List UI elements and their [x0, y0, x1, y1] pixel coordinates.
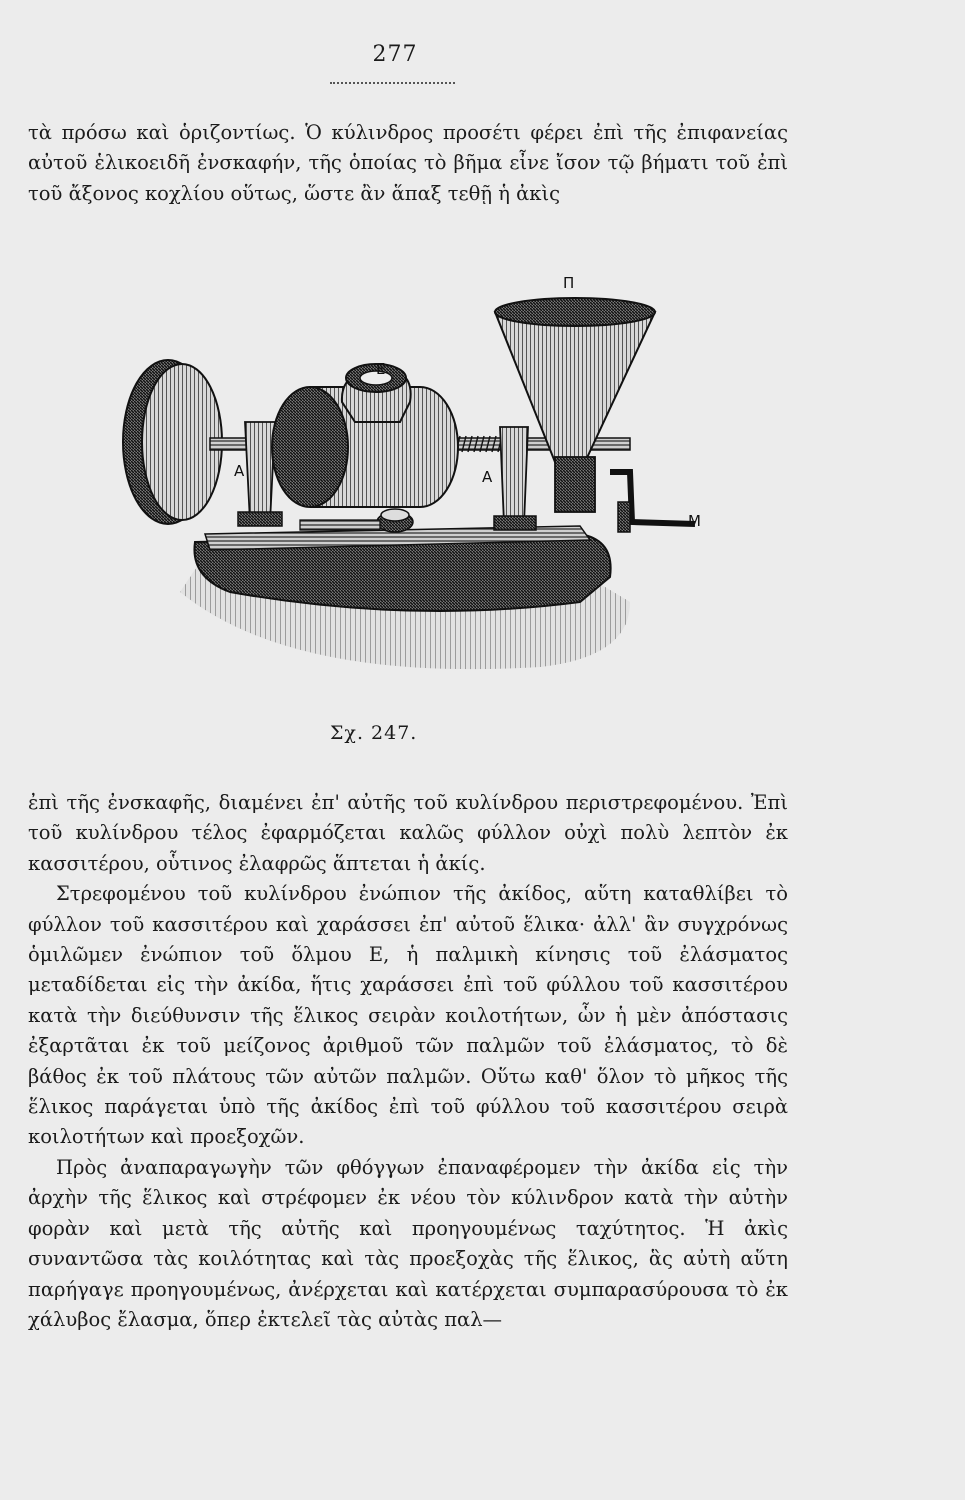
page-number: 277	[372, 42, 418, 67]
paragraph: Πρὸς ἀναπαραγωγὴν τῶν φθόγγων ἐπαναφέρομεν τὴν ἀκίδα εἰς τὴν ἀρχὴν τῆς ἕλικος καὶ στρέφομεν ἐκ νέου τὸν κύλινδρον κατὰ τὴν αὐτὴν φορὰν καὶ μετὰ τῆς αὐτῆς καὶ προηγουμένως ταχύτητος. Ἡ ἀκὶς συναντῶσα τὰς κοιλότητας καὶ τὰς προεξοχὰς τῆς ἕλικος, ἃς αὐτὴ αὕτη παρήγαγε προηγουμένως, ἀνέρχεται καὶ κατέρχεται συμπαρασύρουσα τὸ ἐκ χάλυβος ἔλασμα, ὅπερ ἐκτελεῖ τὰς αὐτὰς παλ—	[28, 1155, 788, 1331]
phonograph-illustration	[110, 272, 750, 702]
dotted-rule	[330, 82, 455, 84]
label-funnel-p: Π	[563, 274, 575, 292]
text-block-bottom	[28, 788, 788, 1335]
label-mouthpiece-e: Ε	[376, 360, 386, 378]
label-bearing-a-left: Α	[234, 462, 245, 480]
label-crank-m: Μ	[688, 512, 701, 530]
phonograph-engraving	[110, 272, 750, 702]
text-block-top	[28, 118, 788, 209]
paragraph: ἐπὶ τῆς ἐνσκαφῆς, διαμένει ἐπ' αὐτῆς τοῦ κυλίνδρου περιστρεφομένου. Ἐπὶ τοῦ κυλίνδρου τέλος ἐφαρμόζεται καλῶς φύλλον οὐχὶ πολὺ λεπτὸν ἐκ κασσιτέρου, οὗτινος ἐλαφρῶς ἅπτεται ἡ ἀκίς.	[28, 791, 788, 875]
paragraph: Στρεφομένου τοῦ κυλίνδρου ἐνώπιον τῆς ἀκίδος, αὕτη καταθλίβει τὸ φύλλον τοῦ κασσιτέρου καὶ χαράσσει ἐπ' αὐτοῦ ἕλικα· ἀλλ' ἂν συγχρόνως ὁμιλῶμεν ἐνώπιον τοῦ ὅλμου Ε, ἡ παλμικὴ κίνησις τοῦ ἐλάσματος μεταδίδεται εἰς τὴν ἀκίδα, ἥτις χαράσσει ἐπὶ τοῦ φύλλου τοῦ κασσιτέρου κατὰ τὴν διεύθυνσιν τῆς ἕλικος σειρὰν κοιλοτήτων, ὧν ἡ μὲν ἀπόστασις ἐξαρτᾶται ἐκ τοῦ μείζονος ἀριθμοῦ τῶν παλμῶν τοῦ ἐλάσματος, τὸ δὲ βάθος ἐκ τοῦ πλάτους τῶν αὐτῶν παλμῶν. Οὕτω καθ' ὅλον τὸ μῆκος τῆς ἕλικος παράγεται ὑπὸ τῆς ἀκίδος ἐπὶ τοῦ φύλλου τοῦ κασσιτέρου σειρὰ κοιλοτήτων καὶ προεξοχῶν.	[28, 882, 788, 1149]
paragraph: τὰ πρόσω καὶ ὁριζοντίως. Ὁ κύλινδρος προσέτι φέρει ἐπὶ τῆς ἐπιφανείας αὐτοῦ ἑλικοειδῆ ἐνσκαφήν, τῆς ὁποίας τὸ βῆμα εἶνε ἴσον τῷ βήματι τοῦ ἐπὶ τοῦ ἄξονος κοχλίου οὕτως, ὥστε ἂν ἅπαξ τεθῇ ἡ ἀκὶς	[28, 121, 788, 205]
label-bearing-a-right: Α	[482, 468, 493, 486]
figure-caption: Σχ. 247.	[330, 722, 418, 744]
